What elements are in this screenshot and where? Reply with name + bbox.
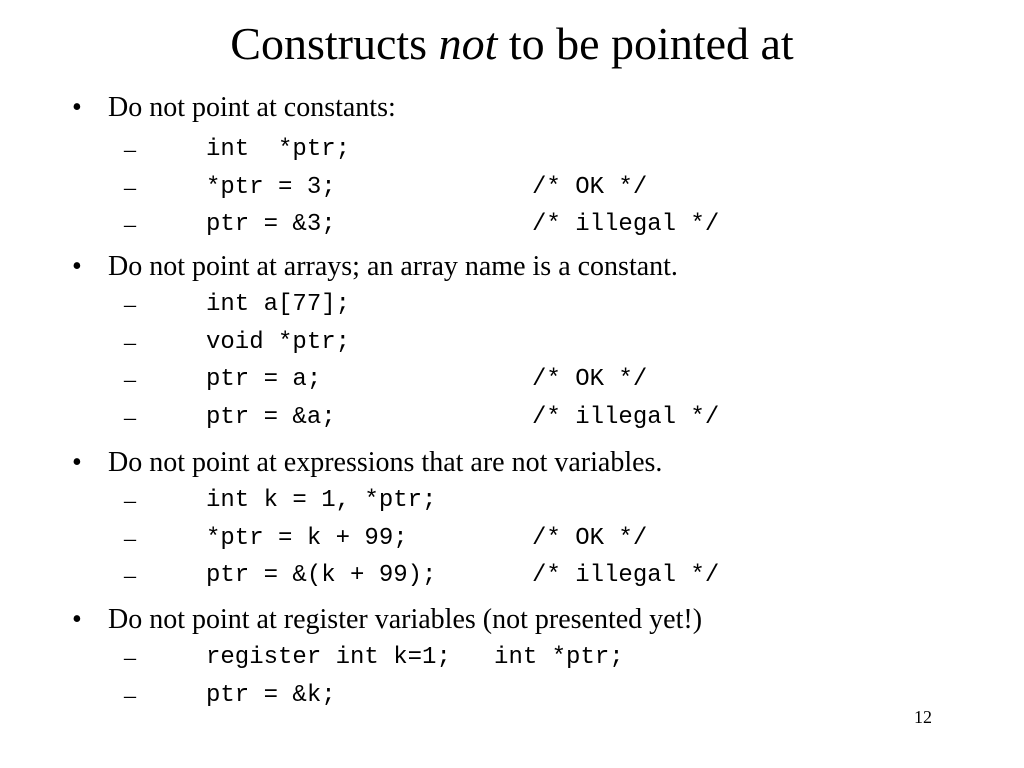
dash-marker: – (124, 488, 136, 514)
bullet-text: Do not point at constants: (108, 92, 396, 123)
code-comment: /* OK */ (532, 366, 648, 393)
code-text: ptr = &3; (206, 211, 336, 238)
bullet-marker: • (72, 92, 82, 123)
code-text: register int k=1; int *ptr; (206, 644, 624, 671)
bullet-marker: • (72, 604, 82, 635)
dash-marker: – (124, 174, 136, 201)
dash-marker: – (124, 367, 136, 393)
code-text: ptr = &k; (206, 681, 336, 709)
code-text: ptr = a; (206, 366, 322, 393)
bullet-text: Do not point at register variables (not presented yet!) (108, 604, 703, 635)
code-text: ptr = &a; (206, 403, 336, 431)
dash-marker: – (124, 525, 136, 552)
dash-marker: – (124, 329, 136, 356)
code-text: ptr = &(k + 99); (206, 562, 437, 589)
title-part-1: Constructs (230, 18, 439, 69)
slide-title (0, 14, 1024, 74)
code-text: int k = 1, *ptr; (206, 487, 437, 514)
title-part-2: to be pointed at (497, 18, 794, 69)
bullet-marker: • (72, 251, 82, 282)
page-number: 12 (914, 707, 932, 727)
dash-marker: – (124, 212, 136, 238)
code-comment: /* illegal */ (532, 562, 720, 589)
code-text: int a[77]; (206, 291, 351, 318)
bullet-marker: • (72, 447, 82, 478)
dash-marker: – (124, 292, 136, 318)
code-comment: /* OK */ (532, 173, 648, 201)
code-text: int *ptr; (206, 136, 351, 163)
code-text: *ptr = k + 99; (206, 524, 408, 552)
code-comment: /* illegal */ (532, 211, 720, 238)
dash-marker: – (124, 563, 136, 589)
code-text: *ptr = 3; (206, 173, 336, 201)
code-comment: /* illegal */ (532, 403, 720, 431)
code-comment: /* OK */ (532, 524, 648, 552)
dash-marker: – (124, 404, 136, 431)
dash-marker: – (124, 682, 136, 709)
dash-marker: – (124, 645, 136, 671)
code-text: void *ptr; (206, 328, 351, 356)
dash-marker: – (124, 137, 136, 163)
bullet-text: Do not point at expressions that are not variables. (108, 447, 663, 478)
title-emphasis: not (438, 18, 498, 69)
bullet-text: Do not point at arrays; an array name is a constant. (108, 251, 678, 282)
